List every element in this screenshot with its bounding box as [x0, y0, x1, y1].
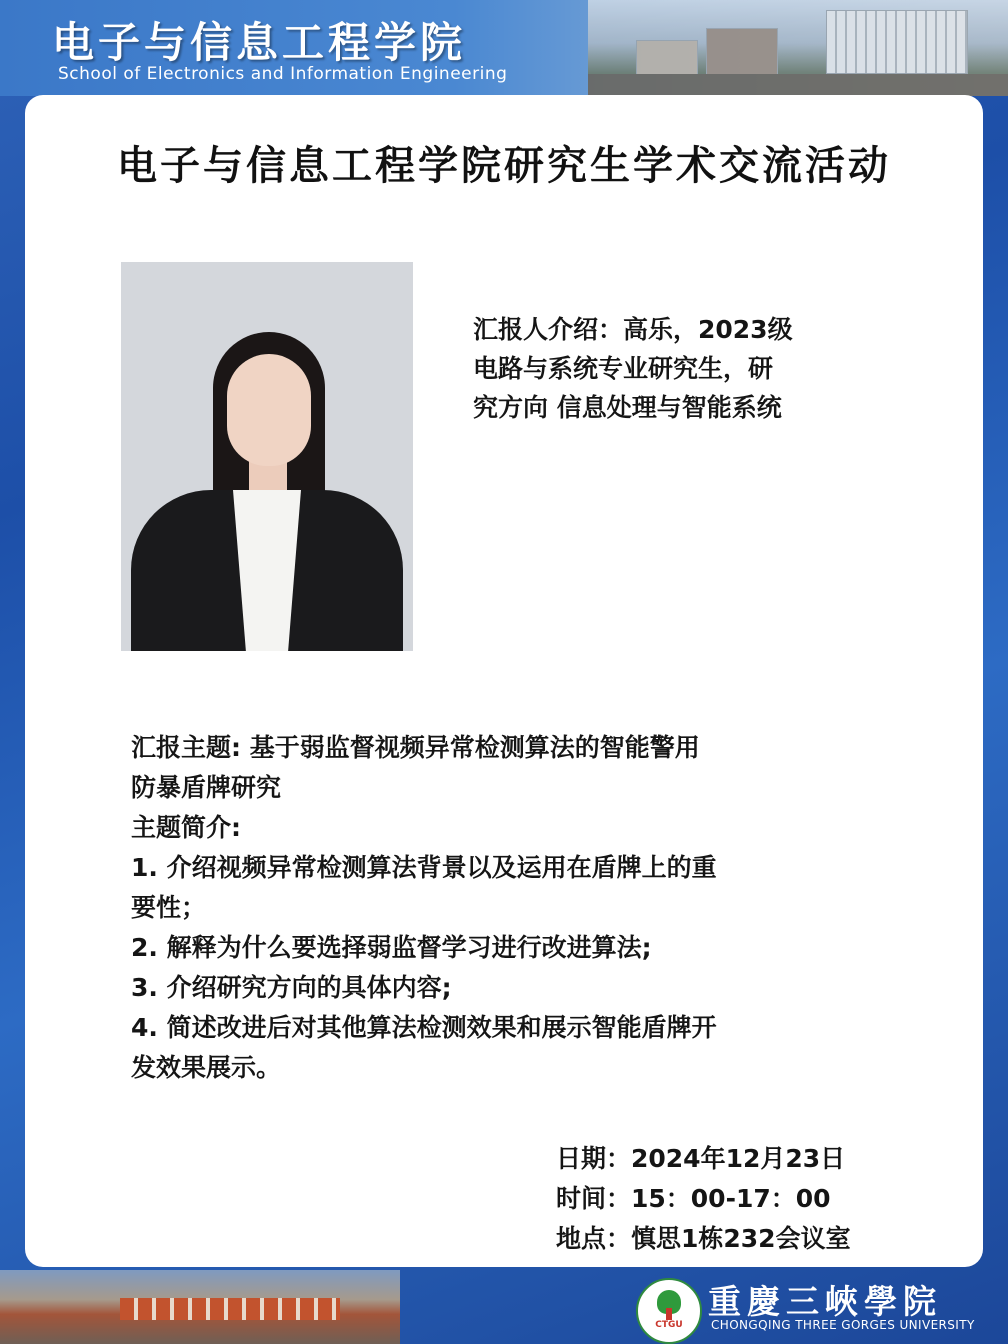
- report-topic: [131, 728, 871, 1088]
- logo-trunk: [666, 1308, 672, 1320]
- topic-line: 主题简介:: [131, 813, 241, 842]
- building: [706, 28, 778, 80]
- event-place: 地点：慎思1栋232会议室: [556, 1224, 851, 1253]
- building: [636, 40, 698, 78]
- school-title-cn: 电子与信息工程学院: [52, 18, 467, 67]
- photo-face: [227, 354, 311, 466]
- event-date: 日期：2024年12月23日: [556, 1144, 846, 1173]
- intro-line: 电路与系统专业研究生，研: [473, 354, 774, 383]
- building: [826, 10, 968, 74]
- footer-campus-photo: [0, 1270, 400, 1344]
- topic-line: 防暴盾牌研究: [131, 773, 282, 802]
- university-name-en: CHONGQING THREE GORGES UNIVERSITY: [711, 1318, 975, 1332]
- university-logo-icon: [636, 1278, 702, 1344]
- speaker-intro: [473, 310, 873, 427]
- event-time: 时间：15：00-17：00: [556, 1184, 831, 1213]
- logo-text: CTGU: [655, 1320, 683, 1330]
- topic-line: 汇报主题: 基于弱监督视频异常检测算法的智能警用: [131, 733, 700, 762]
- topic-line: 2. 解释为什么要选择弱监督学习进行改进算法;: [131, 933, 652, 962]
- topic-line: 1. 介绍视频异常检测算法背景以及运用在盾牌上的重: [131, 853, 717, 882]
- intro-line: 汇报人介绍：高乐，2023级: [473, 315, 793, 344]
- university-name-cn: 重慶三峽學院: [708, 1282, 942, 1321]
- building: [120, 1298, 340, 1320]
- campus-photo: [588, 0, 1008, 96]
- header-banner: [0, 0, 1008, 96]
- intro-line: 究方向 信息处理与智能系统: [473, 393, 782, 422]
- event-info: [556, 1139, 956, 1259]
- ground: [588, 74, 1008, 96]
- page-title: 电子与信息工程学院研究生学术交流活动: [117, 142, 891, 189]
- topic-line: 4. 简述改进后对其他算法检测效果和展示智能盾牌开: [131, 1013, 717, 1042]
- speaker-photo: [121, 262, 413, 651]
- school-title-en: School of Electronics and Information Engineering: [58, 64, 508, 84]
- topic-line: 3. 介绍研究方向的具体内容;: [131, 973, 452, 1002]
- topic-line: 发效果展示。: [131, 1053, 282, 1082]
- topic-line: 要性；: [131, 893, 207, 922]
